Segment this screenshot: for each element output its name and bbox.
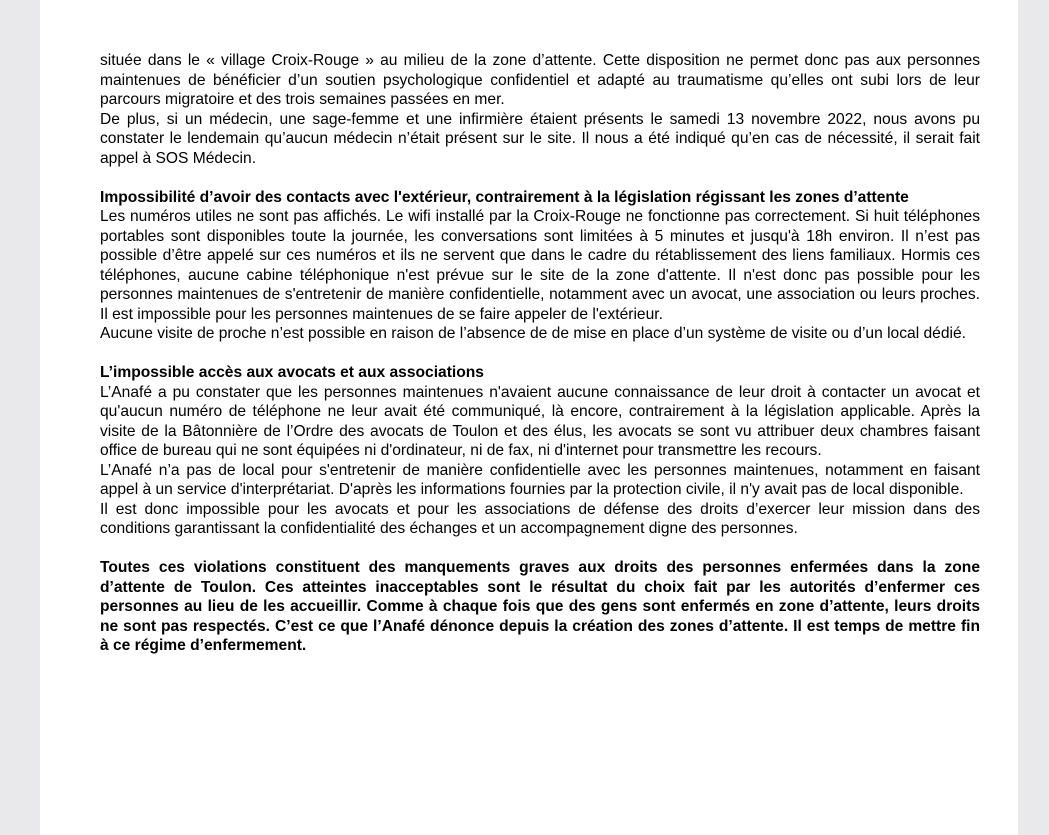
access-paragraph-1: L’Anafé a pu constater que les personnes maintenues n'avaient aucune connaissance de leur droit à contacter un avocat et qu'aucun numéro de téléphone ne leur avait été communiqué, là encore, contrairement à la législation applicable. Après la visite de la Bâtonnière de l’Ordre des avocats de Toulon et des élus, les avocats se sont vu attribuer deux chambres faisant office de bureau qui ne sont équipées ni d'ordinateur, ni de fax, ni d'internet pour transmettre les recours.	[100, 383, 980, 459]
document-page	[40, 0, 1018, 835]
contacts-paragraph-2: Aucune visite de proche n’est possible en raison de l’absence de de mise en place d’un système de visite ou d’un local dédié.	[100, 325, 966, 342]
intro-paragraph-1: située dans le « village Croix-Rouge » au milieu de la zone d’attente. Cette disposition ne permet donc pas aux personnes maintenues de bénéficier d’un soutien psychologique confidentiel et adapté au traumatisme qu’elles ont subi lors de leur parcours migratoire et des trois semaines passées en mer.	[100, 52, 980, 108]
access-paragraph-3: Il est donc impossible pour les avocats et pour les associations de défense des droits d’exercer leur mission dans des conditions garantissant la confidentialité des échanges et un accompagnement digne des personnes.	[100, 500, 980, 537]
document-body	[100, 51, 980, 656]
contacts-paragraph-1: Les numéros utiles ne sont pas affichés. Le wifi installé par la Croix-Rouge ne fonctionne pas correctement. Si huit téléphones portables sont disponibles toute la journée, les conversations sont limitées à 5 minutes et jusqu'à 18h environ. Il n’est pas possible d’être appelé sur ces numéros et ils ne servent que dans le cadre du rétablissement des liens familiaux. Hormis ces téléphones, aucune cabine téléphonique n'est prévue sur le site de la zone d'attente. Il n'est donc pas possible pour les personnes maintenues de s'entretenir de manière confidentielle, notamment avec un avocat, une association ou leurs proches. Il est impossible pour les personnes maintenues de se faire appeler de l'extérieur.	[100, 208, 980, 323]
intro-paragraph-2: De plus, si un médecin, une sage-femme et une infirmière étaient présents le samedi 13 novembre 2022, nous avons pu constater le lendemain qu’aucun médecin n’était présent sur le site. Il nous a été indiqué qu’en cas de nécessité, il serait fait appel à SOS Médecin.	[100, 110, 980, 167]
viewer-scrollbar[interactable]	[1035, 0, 1049, 835]
access-paragraph-2: L’Anafé n’a pas de local pour s'entretenir de manière confidentielle avec les personnes maintenues, notamment en faisant appel à un service d'interprétariat. D'après les informations fournies par la protection civile, il n'y avait pas de local disponible.	[100, 461, 980, 498]
access-heading: L’impossible accès aux avocats et aux associations	[100, 364, 484, 381]
paragraph-gap	[100, 168, 980, 188]
paragraph-gap	[100, 344, 980, 364]
conclusion-paragraph: Toutes ces violations constituent des manquements graves aux droits des personnes enfermées dans la zone d’attente de Toulon. Ces atteintes inacceptables sont le résultat du choix fait par les autorités d’enfermer ces personnes au lieu de les accueillir. Comme à chaque fois que des gens sont enfermés en zone d’attente, leurs droits ne sont pas respectés. C’est ce que l’Anafé dénonce depuis la création des zones d’attente. Il est temps de mettre fin à ce régime d’enfermement.	[100, 559, 980, 654]
paragraph-gap	[100, 539, 980, 559]
contacts-heading: Impossibilité d’avoir des contacts avec l'extérieur, contrairement à la législation régissant les zones d’attente	[100, 188, 909, 206]
